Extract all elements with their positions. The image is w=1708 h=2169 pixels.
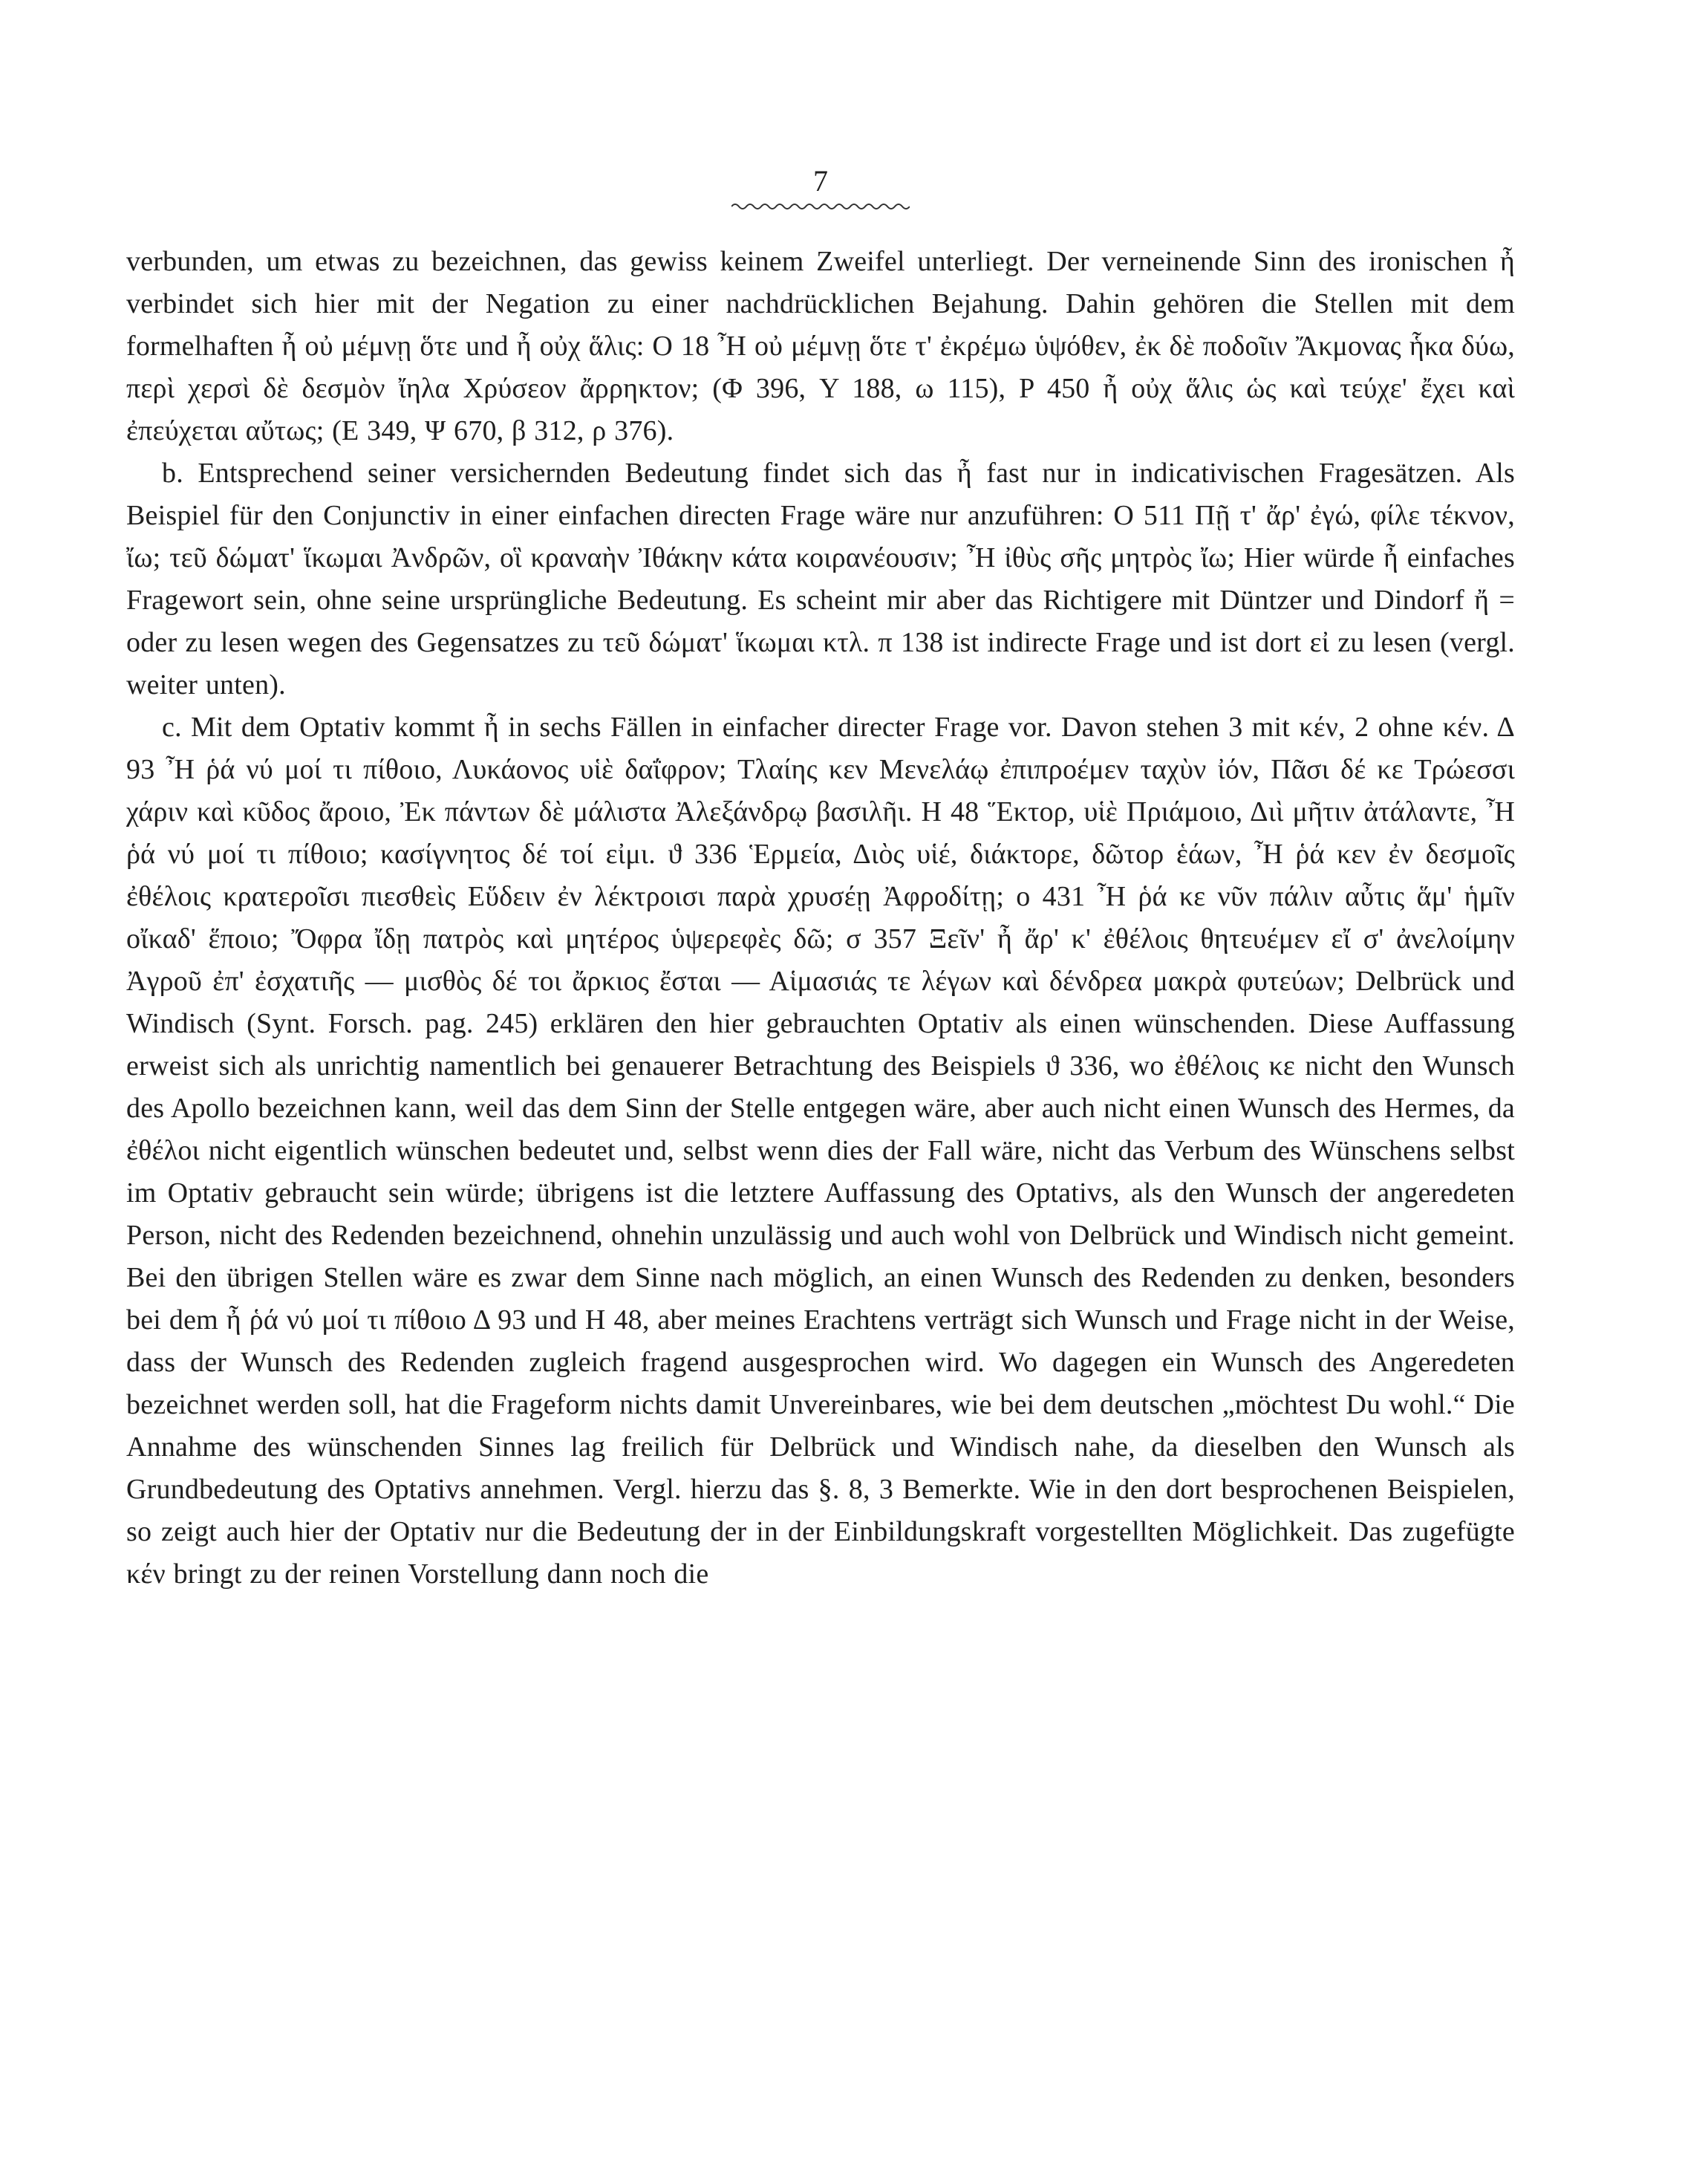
page-number: 7: [813, 164, 828, 198]
wavy-rule-ornament: [731, 199, 910, 214]
paragraph-b: b. Entsprechend seiner versichernden Bedeutung findet sich das ἦ fast nur in indicativischen Fragesätzen. Als Beispiel für den Conjunctiv in einer einfachen directen Frage wäre nur anzuführen: O 511 Πῇ τ' ἄρ' ἐγώ, φίλε τέκνον, ἴω; τεῦ δώματ' ἵκωμαι Ἀνδρῶν, οἳ κραναὴν Ἰθάκην κάτα κοιρανέουσιν; Ἦ ἰθὺς σῆς μητρὸς ἴω; Hier würde ἦ einfaches Fragewort sein, ohne seine ursprüngliche Bedeutung. Es scheint mir aber das Richtigere mit Düntzer und Dindorf ἤ = oder zu lesen wegen des Gegensatzes zu τεῦ δώματ' ἵκωμαι κτλ. π 138 ist indirecte Frage und ist dort εἰ zu lesen (vergl. weiter unten).: [126, 458, 1515, 700]
paragraph-continuation: verbunden, um etwas zu bezeichnen, das gewiss keinem Zweifel unterliegt. Der verneinende Sinn des ironischen ἦ verbindet sich hier mit der Negation zu einer nachdrücklichen Bejahung. Dahin gehören die Stellen mit dem formelhaften ἦ οὐ μέμνῃ ὅτε und ἦ οὐχ ἅλις: O 18 Ἦ οὐ μέμνῃ ὅτε τ' ἐκρέμω ὑψόθεν, ἐκ δὲ ποδοῖιν Ἄκμονας ἧκα δύω, περὶ χερσὶ δὲ δεσμὸν ἴηλα Χρύσεον ἄρρηκτον; (Φ 396, Y 188, ω 115), P 450 ἦ οὐχ ἅλις ὡς καὶ τεύχε' ἔχει καὶ ἐπεύχεται αὔτως; (E 349, Ψ 670, β 312, ρ 376).: [126, 246, 1515, 446]
paragraph-c: c. Mit dem Optativ kommt ἦ in sechs Fällen in einfacher directer Frage vor. Davon stehen 3 mit κέν, 2 ohne κέν. Δ 93 Ἦ ῥά νύ μοί τι πίθοιο, Λυκάονος υἱὲ δαΐφρον; Τλαίης κεν Μενελάῳ ἐπιπροέμεν ταχὺν ἰόν, Πᾶσι δέ κε Τρώεσσι χάριν καὶ κῦδος ἄροιο, Ἐκ πάντων δὲ μάλιστα Ἀλεξάνδρῳ βασιλῆι. H 48 Ἕκτορ, υἱὲ Πριάμοιο, Διὶ μῆτιν ἀτάλαντε, Ἦ ῥά νύ μοί τι πίθοιο; κασίγνητος δέ τοί εἰμι. ϑ 336 Ἑρμεία, Διὸς υἱέ, διάκτορε, δῶτορ ἑάων, Ἦ ῥά κεν ἐν δεσμοῖς ἐθέλοις κρατεροῖσι πιεσθεὶς Εὕδειν ἐν λέκτροισι παρὰ χρυσέῃ Ἀφροδίτῃ; o 431 Ἦ ῥά κε νῦν πάλιν αὖτις ἅμ' ἡμῖν οἴκαδ' ἕποιο; Ὄφρα ἴδῃ πατρὸς καὶ μητέρος ὑψερεφὲς δῶ; σ 357 Ξεῖν' ἦ ἄρ' κ' ἐθέλοις θητευέμεν εἴ σ' ἀνελοίμην Ἀγροῦ ἐπ' ἐσχατιῆς — μισθὸς δέ τοι ἄρκιος ἔσται — Αἱμασιάς τε λέγων καὶ δένδρεα μακρὰ φυτεύων; Delbrück und Windisch (Synt. Forsch. pag. 245) erklären den hier gebrauchten Optativ als einen wünschenden. Diese Auffassung erweist sich als unrichtig namentlich bei genauerer Betrachtung des Beispiels ϑ 336, wo ἐθέλοις κε nicht den Wunsch des Apollo bezeichnen kann, weil das dem Sinn der Stelle entgegen wäre, aber auch nicht einen Wunsch des Hermes, da ἐθέλοι nicht eigentlich wünschen bedeutet und, selbst wenn dies der Fall wäre, nicht das Verbum des Wünschens selbst im Optativ gebraucht sein würde; übrigens ist die letztere Auffassung des Optativs, als den Wunsch der angeredeten Person, nicht des Redenden bezeichnend, ohnehin unzulässig und auch wohl von Delbrück und Windisch nicht gemeint. Bei den übrigen Stellen wäre es zwar dem Sinne nach möglich, an einen Wunsch des Redenden zu denken, besonders bei dem ἦ ῥά νύ μοί τι πίθοιο Δ 93 und H 48, aber meines Erachtens verträgt sich Wunsch und Frage nicht in der Weise, dass der Wunsch des Redenden zugleich fragend ausgesprochen wird. Wo dagegen ein Wunsch des Angeredeten bezeichnet werden soll, hat die Frageform nichts damit Unvereinbares, wie bei dem deutschen „möchtest Du wohl.“ Die Annahme des wünschenden Sinnes lag freilich für Delbrück und Windisch nahe, da dieselben den Wunsch als Grundbedeutung des Optativs annehmen. Vergl. hierzu das §. 8, 3 Bemerkte. Wie in den dort besprochenen Beispielen, so zeigt auch hier der Optativ nur die Bedeutung der in der Einbildungskraft vorgestellten Möglichkeit. Das zugefügte κέν bringt zu der reinen Vorstellung dann noch die: [126, 712, 1515, 1590]
book-page: [126, 149, 1515, 1596]
